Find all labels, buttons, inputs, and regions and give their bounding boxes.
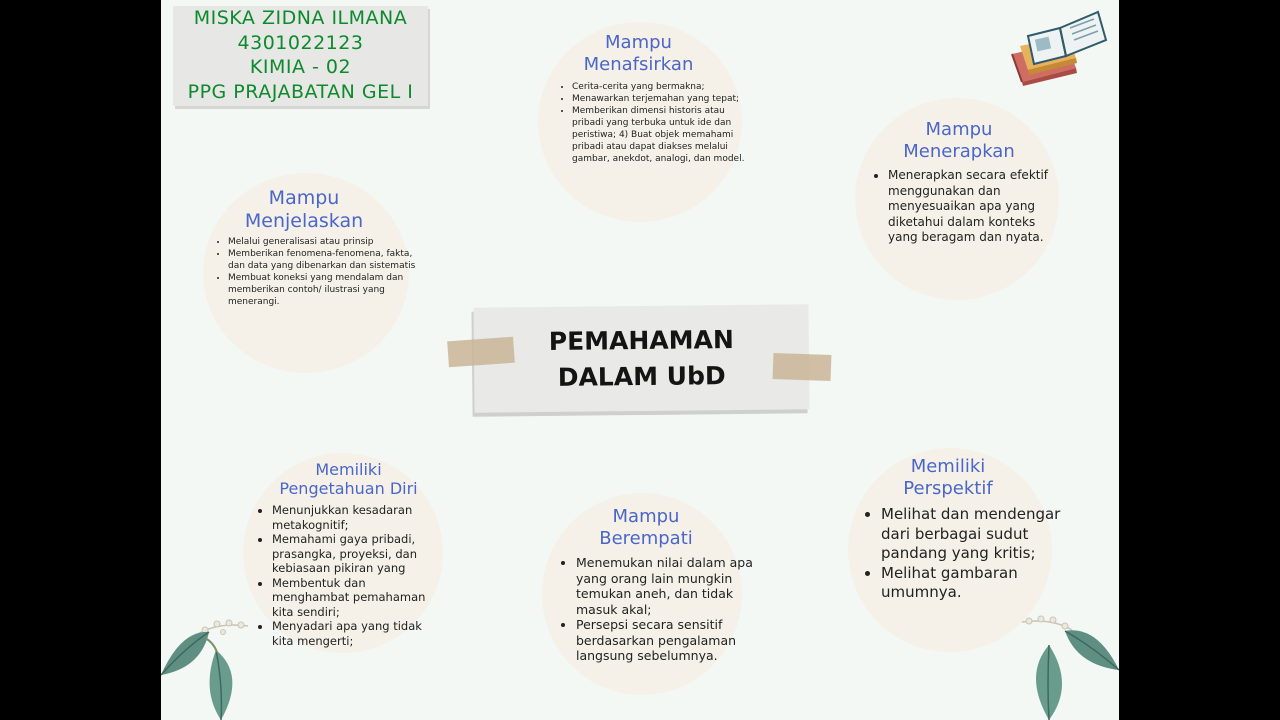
header-class: KIMIA - 02 [249, 56, 352, 78]
header-name-card [173, 6, 428, 106]
list-item: • Menerapkan secara efektif menggunakan dan menyesuaikan apa yang diketahui dalam konteks yang beragam dan nyata. [888, 168, 1068, 246]
list-item: • Memberikan dimensi historis atau pribadi yang terbuka untuk ide dan peristiwa; 4) Buat objek memahami pribadi atau dapat diakses melalui gambar, anekdot, analogi, dan model. [572, 105, 747, 165]
list-item: • Menemukan nilai dalam apa yang orang lain mungkin temukan aneh, dan tidak masuk akal; [576, 555, 756, 617]
list-item: • Memberikan fenomena-fenomena, fakta, dan data yang dibenarkan dan sistematis [228, 248, 418, 272]
center-title-line1: PEMAHAMAN [548, 325, 734, 356]
card-perspektif-list [866, 505, 1061, 603]
header-student-id: 4301022123 [237, 31, 364, 54]
card-pengetahuan-diri-list [258, 503, 442, 648]
list-item: • Membentuk dan menghambat pemahaman kita sendiri; [272, 576, 442, 620]
center-title-card [473, 304, 809, 413]
list-item: • Menawarkan terjemahan yang tepat; [572, 93, 747, 105]
list-item: • Melihat dan mendengar dari berbagai sudut pandang yang kritis; [881, 505, 1061, 564]
leaf-icon [1027, 625, 1119, 720]
list-item: • Memahami gaya pribadi, prasangka, proyeksi, dan kebiasaan pikiran yang [272, 532, 442, 576]
tape-right [773, 353, 832, 381]
list-item: • Menunjukkan kesadaran metakognitif; [272, 503, 442, 532]
card-perspektif-title: Memiliki Perspektif [903, 456, 993, 499]
center-title-line2: DALAM UbD [557, 361, 726, 392]
slide [161, 0, 1119, 720]
list-item: • Cerita-cerita yang bermakna; [572, 81, 747, 93]
card-menjelaskan-list [214, 236, 418, 308]
header-name: MISKA ZIDNA ILMANA [193, 7, 408, 29]
books-icon [1006, 6, 1116, 86]
card-berempati-title: Mampu Berempati [599, 506, 693, 549]
card-berempati-list [562, 555, 756, 664]
card-menerapkan-list [874, 168, 1068, 246]
list-item: • Membuat koneksi yang mendalam dan memberikan contoh/ ilustrasi yang menerangi. [228, 272, 418, 308]
card-menafsirkan-list [558, 81, 747, 165]
tape-left [447, 337, 515, 368]
leaf-icon [161, 620, 251, 720]
card-menerapkan-title: Mampu Menerapkan [903, 119, 1015, 162]
list-item: • Melalui generalisasi atau prinsip [228, 236, 418, 248]
header-program: PPG PRAJABATAN GEL I [187, 80, 414, 103]
list-item: • Melihat gambaran umumnya. [881, 564, 1061, 603]
list-item: • Menyadari apa yang tidak kita mengerti; [272, 619, 442, 648]
card-menjelaskan-title: Mampu Menjelaskan [244, 187, 364, 232]
list-item: • Persepsi secara sensitif berdasarkan pengalaman langsung sebelumnya. [576, 617, 756, 664]
card-menafsirkan-title: Mampu Menafsirkan [583, 32, 694, 75]
card-pengetahuan-diri-title: Memiliki Pengetahuan Diri [279, 460, 418, 499]
